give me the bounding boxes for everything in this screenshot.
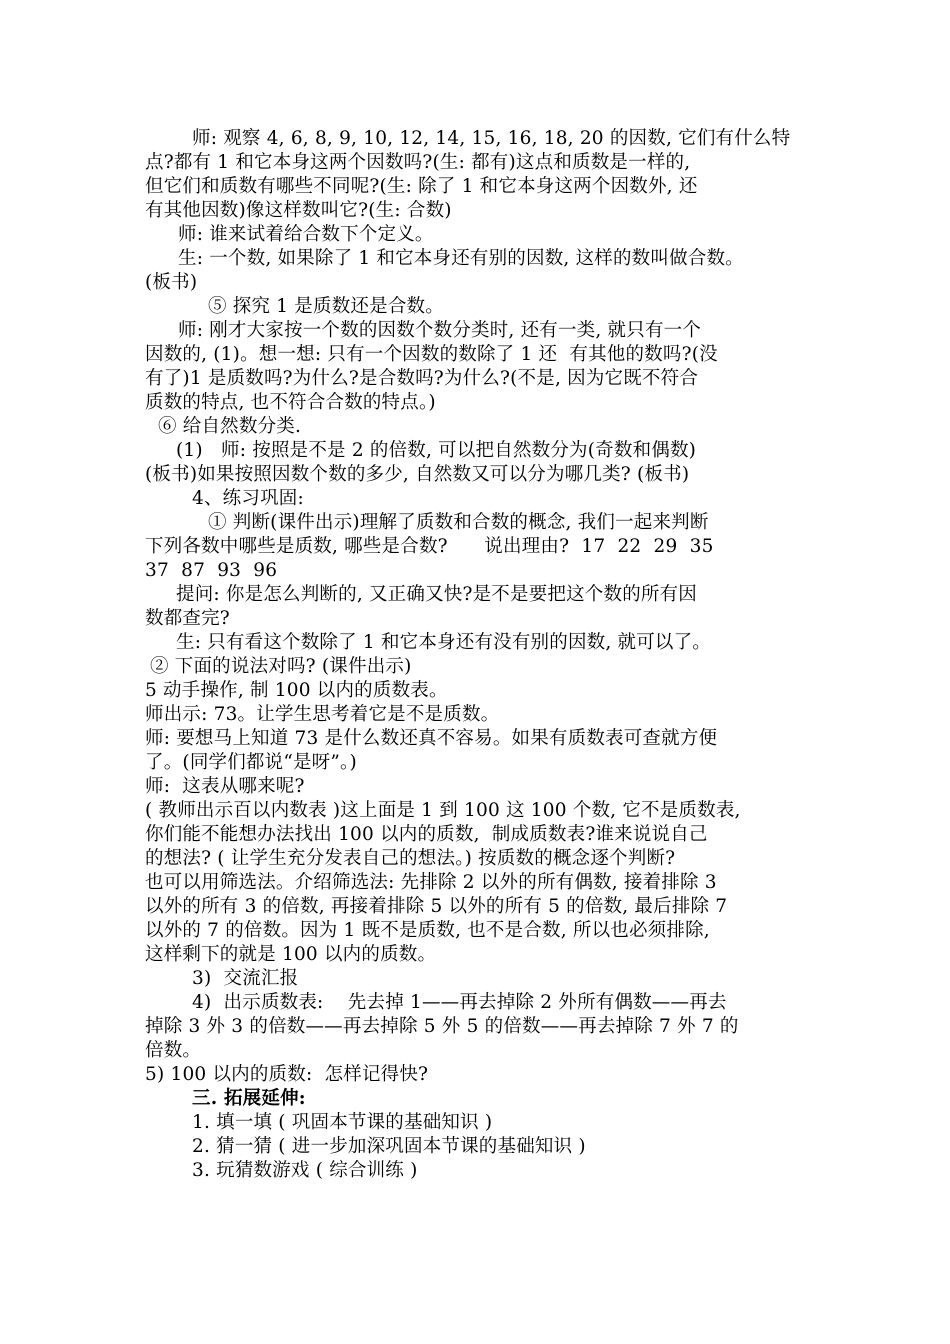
text-line: 3. 玩猜数游戏 ( 综合训练 ) bbox=[192, 1160, 418, 1181]
text-line: 2. 猜一猜 ( 进一步加深巩固本节课的基础知识 ) bbox=[192, 1136, 586, 1157]
text-line: 有了)1 是质数吗?为什么?是合数吗?为什么?(不是, 因为它既不符合 bbox=[145, 368, 699, 389]
text-line: 师: 刚才大家按一个数的因数个数分类时, 还有一类, 就只有一个 bbox=[178, 320, 702, 341]
text-line: 三. 拓展延伸: bbox=[192, 1088, 306, 1109]
text-line: 这样剩下的就是 100 以内的质数。 bbox=[145, 944, 437, 965]
text-line: ( 教师出示百以内数表 )这上面是 1 到 100 这 100 个数, 它不是质数表, bbox=[145, 800, 741, 821]
text-line: ⑤ 探究 1 是质数还是合数。 bbox=[208, 296, 444, 317]
text-line: 师: 要想马上知道 73 是什么数还真不容易。如果有质数表可查就方便 bbox=[145, 728, 718, 749]
text-line: 1. 填一填 ( 巩固本节课的基础知识 ) bbox=[192, 1112, 493, 1133]
text-line: 以外的所有 3 的倍数, 再接着排除 5 以外的所有 5 的倍数, 最后排除 7 bbox=[145, 896, 728, 917]
text-line: ② 下面的说法对吗? (课件出示) bbox=[150, 656, 412, 677]
text-line: 生: 一个数, 如果除了 1 和它本身还有别的因数, 这样的数叫做合数。 bbox=[178, 248, 744, 269]
text-line: 点?都有 1 和它本身这两个因数吗?(生: 都有)这点和质数是一样的, bbox=[145, 152, 691, 173]
text-line: (板书)如果按照因数个数的多少, 自然数又可以分为哪几类? (板书) bbox=[145, 464, 690, 485]
text-line: 了。(同学们都说“是呀”。) bbox=[145, 752, 357, 773]
text-line: 师: 观察 4, 6, 8, 9, 10, 12, 14, 15, 16, 18, 20 的因数, 它们有什么特 bbox=[192, 128, 791, 149]
text-line: (1) 师: 按照是不是 2 的倍数, 可以把自然数分为(奇数和偶数) bbox=[176, 440, 697, 461]
text-line: 掉除 3 外 3 的倍数——再去掉除 5 外 5 的倍数——再去掉除 7 外 7 的 bbox=[145, 1016, 739, 1037]
text-line: 数都查完? bbox=[145, 608, 230, 629]
text-line: 有其他因数)像这样数叫它?(生: 合数) bbox=[145, 200, 452, 221]
text-line: ⑥ 给自然数分类. bbox=[158, 416, 302, 437]
text-line: 下列各数中哪些是质数, 哪些是合数? 说出理由? 17 22 29 35 bbox=[145, 536, 714, 557]
text-line: 3) 交流汇报 bbox=[192, 968, 299, 989]
text-line: 师: 谁来试着给合数下个定义。 bbox=[178, 224, 434, 245]
text-line: (板书) bbox=[145, 272, 198, 293]
text-line: 5) 100 以内的质数: 怎样记得快? bbox=[145, 1064, 429, 1085]
text-line: 倍数。 bbox=[145, 1040, 202, 1061]
text-line: ① 判断(课件出示)理解了质数和合数的概念, 我们一起来判断 bbox=[208, 512, 709, 533]
text-line: 提问: 你是怎么判断的, 又正确又快?是不是要把这个数的所有因 bbox=[176, 584, 697, 605]
text-line: 4、练习巩固: bbox=[192, 488, 304, 509]
text-line: 4) 出示质数表: 先去掉 1——再去掉除 2 外所有偶数——再去 bbox=[192, 992, 727, 1013]
text-line: 生: 只有看这个数除了 1 和它本身还有没有别的因数, 就可以了。 bbox=[176, 632, 712, 653]
text-line: 37 87 93 96 bbox=[145, 560, 278, 581]
text-line: 的想法? ( 让学生充分发表自己的想法。) 按质数的概念逐个判断? bbox=[145, 848, 676, 869]
text-line: 师出示: 73。让学生思考着它是不是质数。 bbox=[145, 704, 500, 725]
text-line: 质数的特点, 也不符合合数的特点。) bbox=[145, 392, 436, 413]
text-line: 5 动手操作, 制 100 以内的质数表。 bbox=[145, 680, 448, 701]
text-line: 师: 这表从哪来呢? bbox=[145, 776, 305, 797]
text-line: 也可以用筛选法。介绍筛选法: 先排除 2 以外的所有偶数, 接着排除 3 bbox=[145, 872, 717, 893]
text-line: 你们能不能想办法找出 100 以内的质数, 制成质数表?谁来说说自己 bbox=[145, 824, 708, 845]
text-line: 以外的 7 的倍数。因为 1 既不是质数, 也不是合数, 所以也必须排除, bbox=[145, 920, 710, 941]
text-line: 但它们和质数有哪些不同呢?(生: 除了 1 和它本身这两个因数外, 还 bbox=[145, 176, 698, 197]
text-line: 因数的, (1)。想一想: 只有一个因数的数除了 1 还 有其他的数吗?(没 bbox=[145, 344, 718, 365]
